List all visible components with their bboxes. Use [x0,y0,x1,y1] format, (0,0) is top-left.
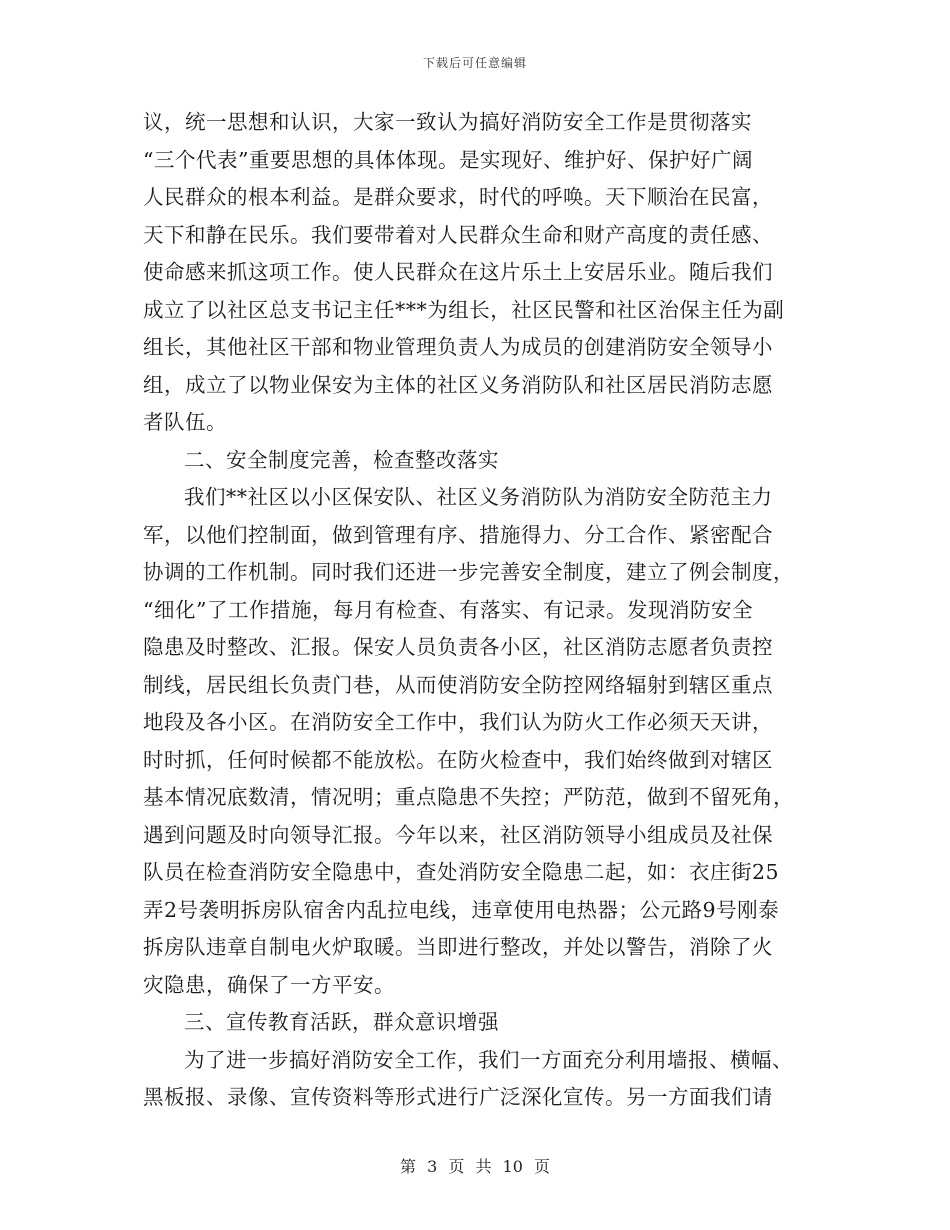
text-line: 隐患及时整改、汇报。保安人员负责各小区，社区消防志愿者负责控 [143,635,773,659]
paragraph-start-line: 为了进一步搞好消防安全工作，我们一方面充分利用墙报、横幅、 [184,1047,793,1072]
page-number: 第 3 页 共 10 页 [400,1157,550,1176]
text-line: 天下和静在民乐。我们要带着对人民群众生命和财产高度的责任感、 [143,222,773,247]
text-line: 时时抓，任何时候都不能放松。在防火检查中，我们始终做到对辖区 [143,747,773,772]
text-line: 者队伍。 [143,410,227,434]
text-line: 成立了以社区总支书记主任***为组长，社区民警和社区治保主任为副 [143,297,785,322]
page-header: 下载后可任意编辑 [422,56,527,70]
text-line: 使命感来抓这项工作。使人民群众在这片乐土上安居乐业。随后我们 [143,260,773,284]
document-body [143,104,813,1117]
text-line: 议，统一思想和认识，大家一致认为搞好消防安全工作是贯彻落实 [143,110,752,134]
text-line: 基本情况底数清，情况明；重点隐患不失控；严防范，做到不留死角， [143,785,794,809]
text-line: 协调的工作机制。同时我们还进一步完善安全制度，建立了例会制度， [143,560,794,584]
text-line: 军，以他们控制面，做到管理有序、措施得力、分工合作、紧密配合 [143,522,773,547]
text-line: 拆房队违章自制电火炉取暖。当即进行整改，并处以警告，消除了火 [143,935,773,959]
text-line: 人民群众的根本利益。是群众要求，时代的呼唤。天下顺治在民富， [143,185,773,209]
text-line: 黑板报、录像、宣传资料等形式进行广泛深化宣传。另一方面我们请 [143,1085,773,1109]
text-line: “细化”了工作措施，每月有检查、有落实、有记录。发现消防安全 [143,597,753,622]
text-line: 弄2号袭明拆房队宿舍内乱拉电线，违章使用电热器；公元路9号刚泰 [143,897,780,922]
text-line: 地段及各小区。在消防安全工作中，我们认为防火工作必须天天讲， [143,710,773,734]
text-line: 灾隐患，确保了一方平安。 [143,972,395,997]
text-line: 组长，其他社区干部和物业管理负责人为成员的创建消防安全领导小 [143,335,773,359]
paragraph-start-line: 二、安全制度完善，检查整改落实 [184,447,499,472]
text-line: “三个代表”重要思想的具体体现。是实现好、维护好、保护好广阔 [143,147,753,172]
paragraph-start-line: 三、宣传教育活跃，群众意识增强 [184,1010,499,1034]
text-line: 队员在检查消防安全隐患中，查处消防安全隐患二起，如：衣庄街25 [143,860,780,884]
text-line: 遇到问题及时向领导汇报。今年以来，社区消防领导小组成员及社保 [143,822,773,847]
text-line: 组，成立了以物业保安为主体的社区义务消防队和社区居民消防志愿 [143,372,773,397]
paragraph-start-line: 我们**社区以小区保安队、社区义务消防队为消防安全防范主力 [184,485,773,509]
text-line: 制线，居民组长负责门巷，从而使消防安全防控网络辐射到辖区重点 [143,672,773,697]
